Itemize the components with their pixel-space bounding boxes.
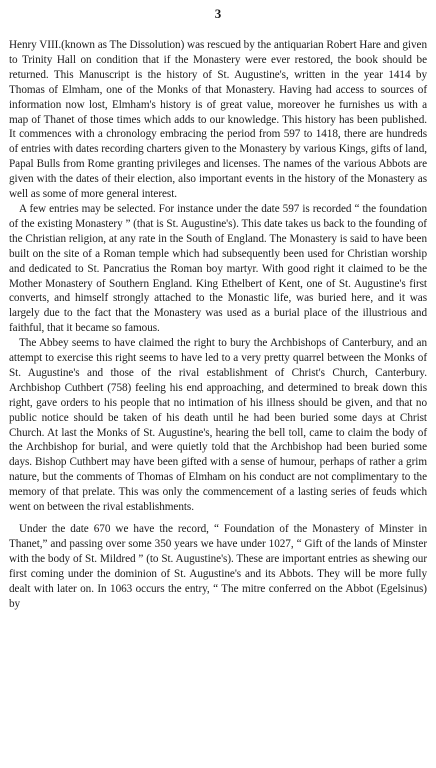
paragraph-minster-foundation: Under the date 670 we have the record, “ Foundation of the Monastery of Minster in Thanet,” and passing over some 350 years we have under 1027, “ Gift of the lands of Minster with the body of St. Mildred ” (to St. Augustine's). These are important entries as shewing our first coming under the dominion of St. Augustine's and its Abbots. They will be more fully dealt with later on. In 1063 occurs the entry, “ The mitre conferred on the Abbot (Egelsinus) by [9, 523, 427, 610]
paragraph-manuscript-history: Henry VIII.(known as The Dissolution) was rescued by the antiquarian Robert Hare and given to Trinity Hall on condition that if the Monastery were ever restored, the book should be returned. This Manuscript is the history of St. Augustine's, written in the year 1414 by Thomas of Elmham, one of the Monks of that Monastery. Having had access to sources of information now lost, Elmham's history is of great value, moreover he furnishes us with a map of Thanet of those times which adds to our knowledge. This history has been published. It commences with a chronology embracing the period from 597 to 1418, there are hundreds of entries with dates recording charters given to the Monastery by various Kings, gifts of land, Papal Bulls from Rome granting privileges and licenses. The names of the various Abbots are given with the dates of their election, also important events in the history of the Monastery as well as some of more general interest. [9, 39, 427, 201]
page-number: 3 [214, 6, 222, 21]
paragraph-archbishops-burial: The Abbey seems to have claimed the right to bury the Archbishops of Canterbury, and an attempt to exercise this right seems to have led to a very pretty quarrel between the Monks of St. Augustine's and those of the rival establishment of Christ's Church, Canterbury. Archbishop Cuthbert (758) feeling his end approaching, and determined to break down this right, gave orders to his people that no intimation of his illness should be given, and that no public notice should be taken of his death until he had been buried some days at Christ Church. At last the Monks of St. Augustine's, hearing the bell toll, came to claim the body of the Archbishop for burial, and were quietly told that the Archbishop had been buried some days. Bishop Cuthbert may have been gifted with a sense of humour, perhaps of rather a grim nature, but the comments of Thomas of Elmham on his conduct are not complimentary to the memory of that prelate. This was only the commencement of a lasting series of feuds which went on between the rival establishments. [9, 337, 427, 514]
paragraph-selected-entries: A few entries may be selected. For instance under the date 597 is recorded “ the foundation of the existing Monastery ” (that is St. Augustine's). This date takes us back to the founding of the Christian religion, at any rate in the South of England. The Monastery is said to have been built on the site of a Roman temple which had subsequently been used for Christian worship and dedicated to St. Pancratius the Roman boy martyr. With good right it claimed to be the Mother Monastery of Southern England. King Ethelbert of Kent, one of St. Augustine's first converts, and himself strongly attached to the Monastic life, was buried here, and it was largely due to the fact that the Monastery was used as a burial place of the illustrious and faithful, that it became so famous. [9, 202, 427, 335]
